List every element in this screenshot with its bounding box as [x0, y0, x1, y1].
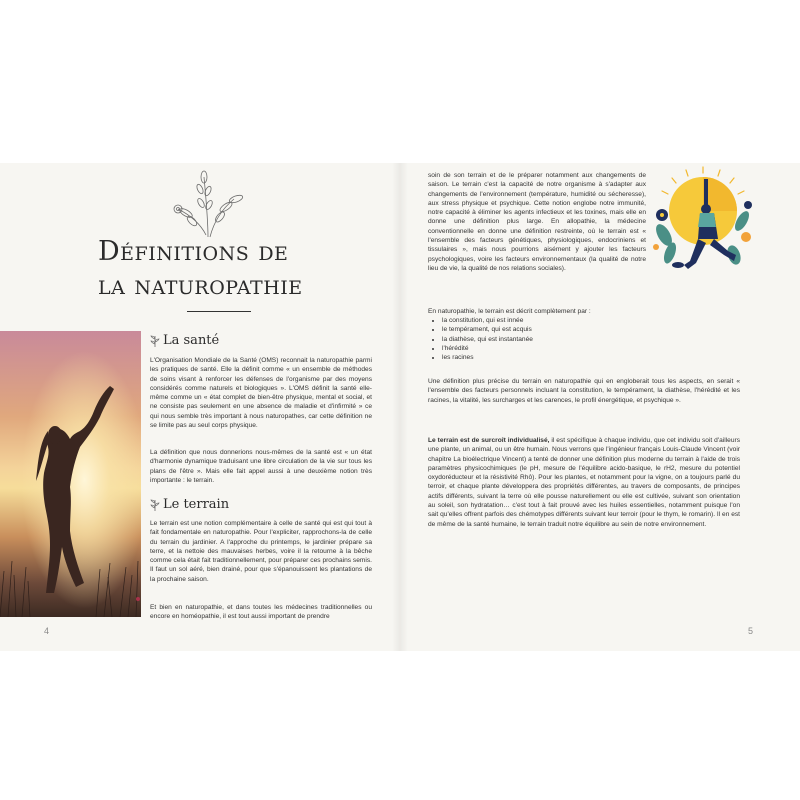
title-line-2: la naturopathie	[98, 270, 303, 301]
right-paragraph-3: Une définition plus précise du terrain en naturopathie qui en engloberait tous les aspects, en serait « l'ensemble des facteurs personnels incluant la constitution, le tempérament, la diathèse, l'hérédité et les racines, la vitalité, les surcharges et les carences, le profil énergétique, et psychique ».	[428, 378, 740, 404]
page-number-left: 4	[44, 626, 50, 636]
title-divider	[187, 311, 251, 312]
sante-heading-text: La santé	[163, 333, 220, 348]
list-item: • la diathèse, qui est instantanée	[442, 335, 642, 344]
list-item: • les racines	[442, 353, 642, 362]
right-paragraph-4	[428, 436, 740, 529]
leaf-sprig-icon	[150, 335, 160, 347]
leaf-sprig-icon	[150, 499, 160, 511]
sante-paragraph-2: La définition que nous donnerions nous-mêmes de la santé est « un état d'harmonie dynamique traduisant une libre circulation de la vie sur tous les plans de l'être ». Mais elle fait appel aussi à une deuxième notion très importante : le terrain.	[150, 449, 372, 484]
book-spread	[0, 163, 800, 651]
sante-paragraph-1: L'Organisation Mondiale de la Santé (OMS) reconnait la naturopathie parmi les pratiques de santé. Elle la définit comme « un ensemble de méthodes de soins visant à renforcer les défenses de l'organisme par des moyens considérés comme naturels et biologiques ». L'OMS définit la santé elle-même comme un « état complet de bien-être physique, mental et social, et ne consiste pas seulement en une absence de maladie et d'infirmité » ce qui nous semble très important à nous naturopathes, car cette définition ne se limite pas au seul corps physique.	[150, 357, 372, 430]
terrain-bullet-list	[432, 316, 642, 362]
right-paragraph-1: soin de son terrain et de le préparer notamment aux changements de saison. Le terrain c'est la capacité de notre organisme à s'adapter aux changements de l'environnement (température, humidité ou sécheresse), aux stress physique et psychique. Cette notion englobe notre immunité, notre capacité à éliminer les agents infectieux et les toxines, mais elle en donne une définition plus large. En allopathie, la médecine conventionnelle en donne une définition restreinte, où le terrain est « l'ensemble des facteurs génétiques, physiologiques, endocriniens et tissulaires », mais nous pourrions aisément y ajouter les facteurs psychologiques, voire les facteurs environnementaux (la qualité de notre lieu de vie, la qualité de nos relations sociales).	[428, 172, 646, 272]
yoga-sun-illustration	[648, 165, 758, 277]
terrain-heading-text: Le terrain	[163, 497, 230, 512]
left-page	[0, 163, 400, 651]
terrain-paragraph-2: Et bien en naturopathie, et dans toutes les médecines traditionnelles ou encore en homéopathie, il est tout aussi important de prendre	[150, 604, 372, 621]
paragraph-4-bold: Le terrain est de surcroît individualisé,	[428, 437, 550, 444]
list-item: • l'hérédité	[442, 344, 642, 353]
list-item: • le tempérament, qui est acquis	[442, 325, 642, 334]
floral-sprig-icon	[170, 169, 254, 239]
right-paragraph-2: En naturopathie, le terrain est décrit complètement par :	[428, 308, 591, 315]
terrain-paragraph-1: Le terrain est une notion complémentaire à celle de santé qui est qui tout à fait fondamentale en naturopathie. Pour l'expliciter, rapprochons-la de celle du terrain du jardinier. A l'approche du printemps, le jardinier prépare sa terre, et la nettoie des mauvaises herbes, voire il la retourne à la bêche comme cela était fait traditionnellement, pour préparer ces prochains semis. Il faut un sol aéré, bien drainé, pour que s'épanouissent les plantations de la prochaine saison.	[150, 520, 372, 583]
page-title	[98, 235, 328, 303]
title-line-1: Définitions de	[98, 236, 289, 267]
list-item: • la constitution, qui est innée	[442, 316, 642, 325]
woman-sunset-photo	[0, 331, 141, 617]
section-heading-sante	[150, 333, 219, 348]
page-number-right: 5	[748, 626, 754, 636]
paragraph-4-rest: il est spécifique à chaque individu, que cet individu soit d'ailleurs une plante, un animal, ou un être humain. Nous verrons que l'ingénieur français Louis-Claude Vincent (voir chapitre La bioélectrique Vincent) a tenté de donner une définition plus moderne du terrain à l'aide de trois paramètres physicochimiques (le pH, mesure de l'équilibre acido-basique, le rH2, mesure du potentiel oxydoréducteur et la résistivité Rhô). Pour les plantes, et notamment pour la vigne, on a toujours parlé du terroir, et chaque plante développera des propriétés différentes, au travers de composants, de principes actifs différents, suivant la terre où elle pousse naturellement ou elle est cultivée, suivant son orientation au soleil, son hydratation… c'est tout à fait prouvé avec les huiles essentielles, notamment puisque l'on sait qu'elles offrent parfois des chémotypes différents suivant leur terroir (pour le thym, le romarin). Il en est de même de la santé humaine, le terrain traduit notre équilibre au sein de notre environnement.	[428, 437, 740, 528]
section-heading-terrain	[150, 497, 229, 512]
right-page	[400, 163, 800, 651]
